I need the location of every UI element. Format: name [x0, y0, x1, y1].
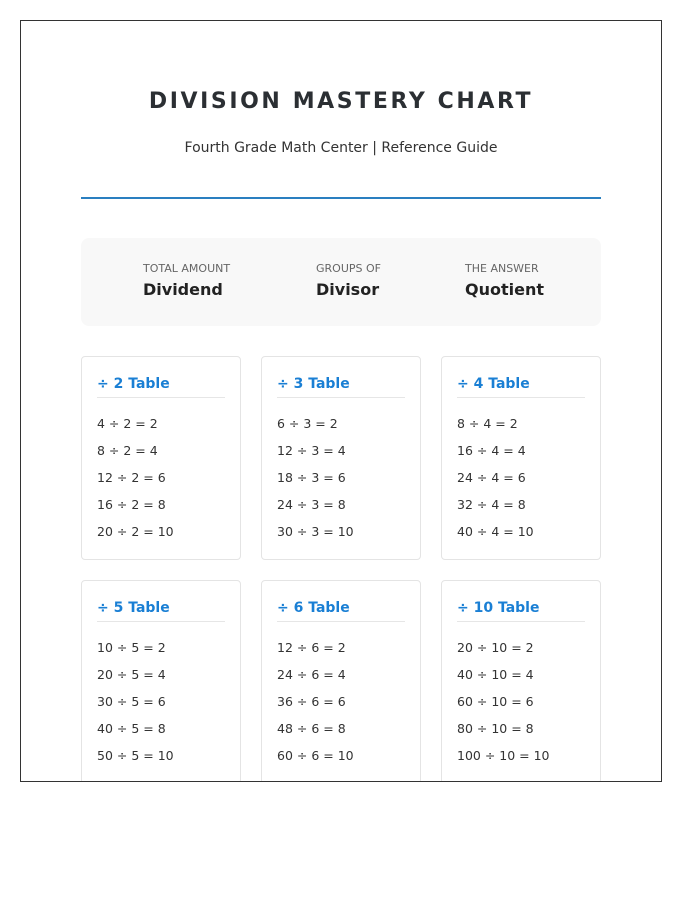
division-fact: 12 ÷ 2 = 6 [97, 470, 166, 485]
division-fact: 4 ÷ 2 = 2 [97, 416, 158, 431]
division-fact: 12 ÷ 3 = 4 [277, 443, 346, 458]
division-fact: 40 ÷ 4 = 10 [457, 524, 534, 539]
division-fact: 16 ÷ 2 = 8 [97, 497, 166, 512]
fact-list [277, 639, 354, 774]
page-subtitle: Fourth Grade Math Center | Reference Guide [184, 140, 498, 156]
table-title: ÷ 2 Table [97, 376, 225, 398]
table-title: ÷ 10 Table [457, 600, 585, 622]
division-fact: 100 ÷ 10 = 10 [457, 748, 550, 763]
division-fact: 80 ÷ 10 = 8 [457, 721, 534, 736]
division-fact: 48 ÷ 6 = 8 [277, 721, 346, 736]
division-fact: 18 ÷ 3 = 6 [277, 470, 346, 485]
term-dividend [143, 262, 230, 299]
division-fact: 24 ÷ 6 = 4 [277, 667, 346, 682]
terms-box [81, 238, 601, 326]
header-divider [81, 197, 601, 199]
division-fact: 32 ÷ 4 = 8 [457, 497, 526, 512]
division-fact: 24 ÷ 3 = 8 [277, 497, 346, 512]
division-fact: 24 ÷ 4 = 6 [457, 470, 526, 485]
table-title: ÷ 3 Table [277, 376, 405, 398]
division-fact: 30 ÷ 3 = 10 [277, 524, 354, 539]
division-fact: 40 ÷ 5 = 8 [97, 721, 166, 736]
term-label: TOTAL AMOUNT [143, 262, 231, 275]
fact-list [457, 639, 550, 774]
division-table-card [81, 356, 241, 560]
fact-list [97, 639, 174, 774]
term-label: GROUPS OF [316, 262, 381, 275]
table-title: ÷ 5 Table [97, 600, 225, 622]
division-fact: 8 ÷ 2 = 4 [97, 443, 158, 458]
division-fact: 20 ÷ 2 = 10 [97, 524, 174, 539]
division-fact: 20 ÷ 10 = 2 [457, 640, 534, 655]
division-table-card [261, 356, 421, 560]
division-fact: 8 ÷ 4 = 2 [457, 416, 518, 431]
division-fact: 20 ÷ 5 = 4 [97, 667, 166, 682]
division-fact: 60 ÷ 10 = 6 [457, 694, 534, 709]
table-title: ÷ 6 Table [277, 600, 405, 622]
table-title: ÷ 4 Table [457, 376, 585, 398]
division-table-card [261, 580, 421, 782]
term-name: Divisor [316, 280, 380, 299]
division-fact: 10 ÷ 5 = 2 [97, 640, 166, 655]
division-fact: 40 ÷ 10 = 4 [457, 667, 534, 682]
fact-list [277, 415, 354, 550]
division-fact: 36 ÷ 6 = 6 [277, 694, 346, 709]
term-name: Quotient [465, 280, 545, 299]
division-fact: 30 ÷ 5 = 6 [97, 694, 166, 709]
term-quotient [465, 262, 544, 299]
term-label: THE ANSWER [465, 262, 539, 275]
division-fact: 60 ÷ 6 = 10 [277, 748, 354, 763]
division-fact: 12 ÷ 6 = 2 [277, 640, 346, 655]
division-fact: 16 ÷ 4 = 4 [457, 443, 526, 458]
fact-list [97, 415, 174, 550]
term-name: Dividend [143, 280, 223, 299]
page-frame [20, 20, 662, 782]
division-table-card [81, 580, 241, 782]
division-table-card [441, 356, 601, 560]
division-table-card [441, 580, 601, 782]
division-fact: 50 ÷ 5 = 10 [97, 748, 174, 763]
page-title: DIVISION MASTERY CHART [148, 89, 534, 114]
fact-list [457, 415, 534, 550]
term-divisor [316, 262, 381, 299]
division-fact: 6 ÷ 3 = 2 [277, 416, 338, 431]
